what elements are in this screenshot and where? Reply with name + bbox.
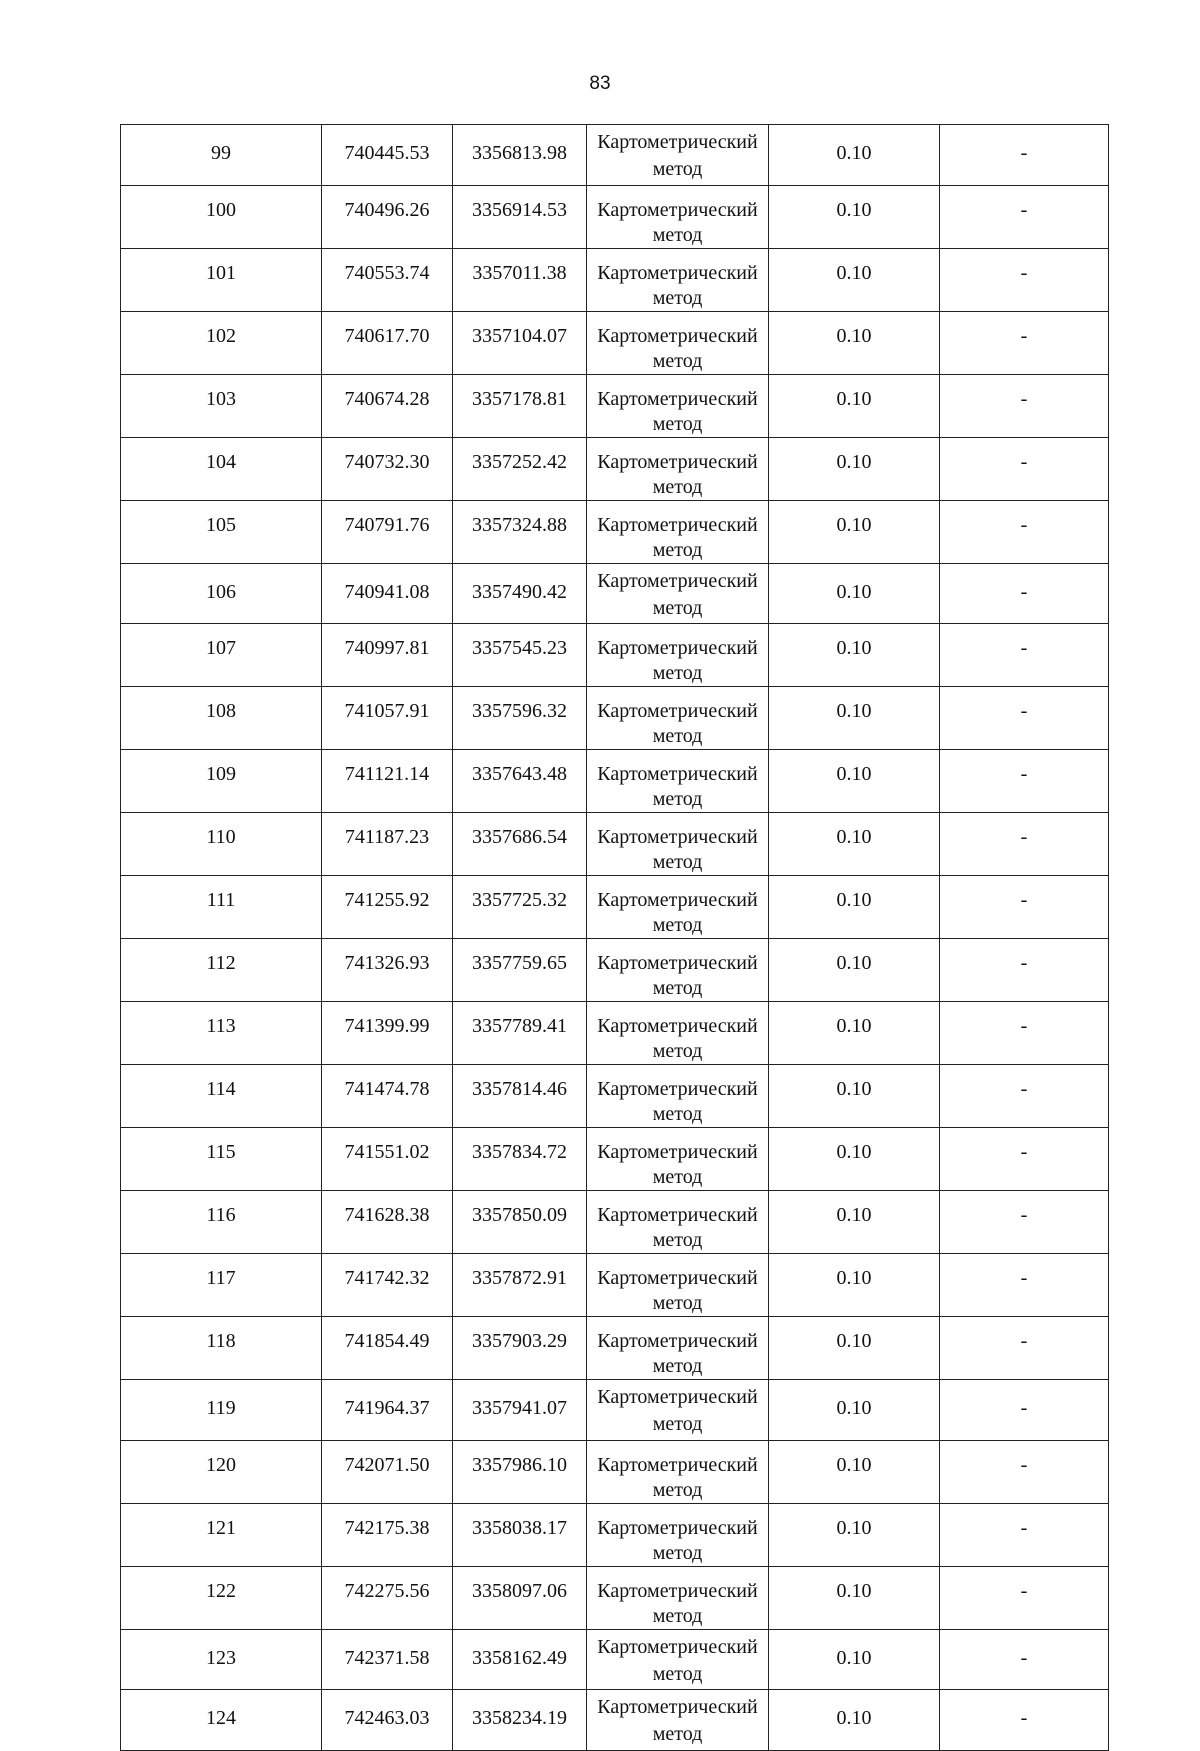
method-text: Картометрический [597,1141,758,1163]
method-cell [587,624,769,687]
accuracy-cell: 0.10 [769,311,940,374]
method-text: метод [652,725,703,747]
point-number-cell: 119 [121,1380,322,1441]
point-number-cell: 107 [121,624,322,687]
point-number-cell: 102 [121,311,322,374]
method-cell [587,563,769,624]
note-cell: - [940,1629,1109,1690]
accuracy-cell: 0.10 [769,1629,940,1690]
accuracy-cell: 0.10 [769,1317,940,1380]
method-text: метод [652,977,703,999]
note-cell: - [940,563,1109,624]
note-cell: - [940,1128,1109,1191]
method-text: метод [652,1229,703,1251]
method-cell [587,1128,769,1191]
method-text: Картометрический [597,826,758,848]
point-number-cell: 108 [121,687,322,750]
note-cell: - [940,248,1109,311]
method-text: метод [652,1478,703,1501]
note-cell: - [940,1254,1109,1317]
method-text: Картометрический [597,1204,758,1226]
accuracy-cell: 0.10 [769,248,940,311]
y-coordinate-cell: 3357986.10 [453,1440,587,1503]
note-cell: - [940,185,1109,248]
y-coordinate-cell: 3357178.81 [453,374,587,437]
method-text: Картометрический [597,569,758,592]
accuracy-cell: 0.10 [769,1566,940,1629]
y-coordinate-cell: 3357759.65 [453,939,587,1002]
y-coordinate-cell: 3358234.19 [453,1690,587,1751]
y-coordinate-cell: 3357834.72 [453,1128,587,1191]
method-cell [587,939,769,1002]
x-coordinate-cell: 741551.02 [322,1128,453,1191]
note-cell: - [940,1566,1109,1629]
method-text: Картометрический [597,700,758,722]
x-coordinate-cell: 741854.49 [322,1317,453,1380]
note-cell: - [940,437,1109,500]
x-coordinate-cell: 740997.81 [322,624,453,687]
table-row [121,248,1109,311]
y-coordinate-cell: 3357686.54 [453,813,587,876]
method-cell [587,185,769,248]
point-number-cell: 124 [121,1690,322,1751]
method-text: Картометрический [597,889,758,911]
x-coordinate-cell: 741742.32 [322,1254,453,1317]
y-coordinate-cell: 3357104.07 [453,311,587,374]
point-number-cell: 99 [121,125,322,186]
method-text: метод [652,223,703,246]
table-row [121,813,1109,876]
y-coordinate-cell: 3357903.29 [453,1317,587,1380]
coordinates-table-body [121,125,1109,1751]
x-coordinate-cell: 741326.93 [322,939,453,1002]
table-row [121,1254,1109,1317]
point-number-cell: 104 [121,437,322,500]
point-number-cell: 110 [121,813,322,876]
point-number-cell: 121 [121,1503,322,1566]
x-coordinate-cell: 741628.38 [322,1191,453,1254]
x-coordinate-cell: 742371.58 [322,1629,453,1690]
method-text: метод [652,538,703,561]
method-cell [587,1503,769,1566]
note-cell: - [940,125,1109,186]
y-coordinate-cell: 3358162.49 [453,1629,587,1690]
method-text: метод [652,1662,703,1685]
x-coordinate-cell: 740791.76 [322,500,453,563]
point-number-cell: 113 [121,1002,322,1065]
table-row [121,1503,1109,1566]
point-number-cell: 106 [121,563,322,624]
method-cell [587,876,769,939]
y-coordinate-cell: 3357011.38 [453,248,587,311]
accuracy-cell: 0.10 [769,624,940,687]
table-row [121,687,1109,750]
method-cell [587,1002,769,1065]
method-text: метод [652,1413,703,1435]
y-coordinate-cell: 3357252.42 [453,437,587,500]
note-cell: - [940,1503,1109,1566]
table-row [121,750,1109,813]
table-row [121,374,1109,437]
y-coordinate-cell: 3357643.48 [453,750,587,813]
accuracy-cell: 0.10 [769,1690,940,1751]
x-coordinate-cell: 741121.14 [322,750,453,813]
method-text: Картометрический [597,1579,758,1602]
method-text: метод [652,1166,703,1188]
method-text: Картометрический [597,1330,758,1352]
accuracy-cell: 0.10 [769,437,940,500]
y-coordinate-cell: 3357545.23 [453,624,587,687]
method-text: метод [652,1541,703,1564]
method-text: метод [652,1292,703,1314]
point-number-cell: 101 [121,248,322,311]
method-text: метод [652,475,703,498]
x-coordinate-cell: 740674.28 [322,374,453,437]
note-cell: - [940,939,1109,1002]
method-text: Картометрический [597,387,758,410]
accuracy-cell: 0.10 [769,563,940,624]
table-row [121,1128,1109,1191]
table-row [121,1317,1109,1380]
method-cell [587,1380,769,1441]
y-coordinate-cell: 3357814.46 [453,1065,587,1128]
table-row [121,563,1109,624]
note-cell: - [940,1317,1109,1380]
note-cell: - [940,876,1109,939]
x-coordinate-cell: 740496.26 [322,185,453,248]
table-row [121,1566,1109,1629]
x-coordinate-cell: 741964.37 [322,1380,453,1441]
accuracy-cell: 0.10 [769,500,940,563]
method-text: Картометрический [597,450,758,473]
accuracy-cell: 0.10 [769,185,940,248]
method-cell [587,1065,769,1128]
table-row [121,876,1109,939]
method-text: Картометрический [597,1078,758,1100]
note-cell: - [940,813,1109,876]
method-text: Картометрический [597,1015,758,1037]
note-cell: - [940,1002,1109,1065]
method-text: Картометрический [597,1386,758,1408]
x-coordinate-cell: 741057.91 [322,687,453,750]
accuracy-cell: 0.10 [769,1503,940,1566]
table-row [121,1191,1109,1254]
accuracy-cell: 0.10 [769,750,940,813]
point-number-cell: 120 [121,1440,322,1503]
method-text: метод [652,788,703,810]
method-cell [587,248,769,311]
x-coordinate-cell: 740941.08 [322,563,453,624]
accuracy-cell: 0.10 [769,1380,940,1441]
note-cell: - [940,1065,1109,1128]
accuracy-cell: 0.10 [769,374,940,437]
method-cell [587,1440,769,1503]
note-cell: - [940,1380,1109,1441]
method-text: метод [652,1604,703,1627]
accuracy-cell: 0.10 [769,1002,940,1065]
y-coordinate-cell: 3357789.41 [453,1002,587,1065]
x-coordinate-cell: 740732.30 [322,437,453,500]
note-cell: - [940,311,1109,374]
method-cell [587,437,769,500]
table-row [121,1380,1109,1441]
method-text: метод [652,412,703,435]
method-text: Картометрический [597,1635,758,1658]
method-text: Картометрический [597,1267,758,1289]
method-text: метод [652,1103,703,1125]
method-text: метод [652,662,703,684]
method-text: метод [652,1723,703,1745]
x-coordinate-cell: 742071.50 [322,1440,453,1503]
accuracy-cell: 0.10 [769,1440,940,1503]
method-text: Картометрический [597,1696,758,1718]
method-text: Картометрический [597,952,758,974]
page-number: 83 [589,73,611,94]
y-coordinate-cell: 3358038.17 [453,1503,587,1566]
method-text: Картометрический [597,513,758,536]
point-number-cell: 109 [121,750,322,813]
accuracy-cell: 0.10 [769,813,940,876]
point-number-cell: 114 [121,1065,322,1128]
method-text: метод [652,286,703,309]
table-row [121,311,1109,374]
method-text: Картометрический [597,1516,758,1539]
note-cell: - [940,750,1109,813]
method-text: метод [652,914,703,936]
accuracy-cell: 0.10 [769,1254,940,1317]
point-number-cell: 115 [121,1128,322,1191]
accuracy-cell: 0.10 [769,876,940,939]
accuracy-cell: 0.10 [769,687,940,750]
x-coordinate-cell: 741474.78 [322,1065,453,1128]
note-cell: - [940,1690,1109,1751]
x-coordinate-cell: 740553.74 [322,248,453,311]
method-cell [587,374,769,437]
accuracy-cell: 0.10 [769,1191,940,1254]
table-row [121,185,1109,248]
x-coordinate-cell: 742463.03 [322,1690,453,1751]
method-cell [587,1317,769,1380]
table-row [121,1440,1109,1503]
table-row [121,1002,1109,1065]
method-text: метод [652,1355,703,1377]
method-text: Картометрический [597,1453,758,1476]
point-number-cell: 122 [121,1566,322,1629]
method-cell [587,1690,769,1751]
note-cell: - [940,374,1109,437]
x-coordinate-cell: 741187.23 [322,813,453,876]
point-number-cell: 105 [121,500,322,563]
accuracy-cell: 0.10 [769,939,940,1002]
y-coordinate-cell: 3356813.98 [453,125,587,186]
method-cell [587,687,769,750]
note-cell: - [940,624,1109,687]
x-coordinate-cell: 742275.56 [322,1566,453,1629]
x-coordinate-cell: 740445.53 [322,125,453,186]
y-coordinate-cell: 3358097.06 [453,1566,587,1629]
point-number-cell: 118 [121,1317,322,1380]
method-text: Картометрический [597,261,758,284]
note-cell: - [940,1440,1109,1503]
point-number-cell: 117 [121,1254,322,1317]
method-text: метод [652,1040,703,1062]
y-coordinate-cell: 3357725.32 [453,876,587,939]
method-cell [587,500,769,563]
y-coordinate-cell: 3357324.88 [453,500,587,563]
accuracy-cell: 0.10 [769,1128,940,1191]
table-row [121,1065,1109,1128]
note-cell: - [940,687,1109,750]
method-cell [587,1191,769,1254]
point-number-cell: 123 [121,1629,322,1690]
coordinates-table [120,124,1109,1751]
method-text: Картометрический [597,763,758,785]
table-row [121,939,1109,1002]
method-text: метод [652,596,703,619]
method-text: Картометрический [597,324,758,347]
table-row [121,1629,1109,1690]
method-cell [587,1566,769,1629]
note-cell: - [940,500,1109,563]
y-coordinate-cell: 3357941.07 [453,1380,587,1441]
method-text: метод [652,349,703,372]
method-cell [587,750,769,813]
table-row [121,1690,1109,1751]
method-text: метод [652,851,703,873]
x-coordinate-cell: 741255.92 [322,876,453,939]
x-coordinate-cell: 741399.99 [322,1002,453,1065]
table-row [121,500,1109,563]
table-row [121,437,1109,500]
method-text: Картометрический [597,198,758,221]
point-number-cell: 116 [121,1191,322,1254]
y-coordinate-cell: 3357850.09 [453,1191,587,1254]
method-text: Картометрический [597,131,758,153]
x-coordinate-cell: 742175.38 [322,1503,453,1566]
method-text: метод [652,158,703,180]
accuracy-cell: 0.10 [769,1065,940,1128]
y-coordinate-cell: 3356914.53 [453,185,587,248]
note-cell: - [940,1191,1109,1254]
method-cell [587,1254,769,1317]
method-text: Картометрический [597,637,758,659]
method-cell [587,1629,769,1690]
y-coordinate-cell: 3357596.32 [453,687,587,750]
method-cell [587,125,769,186]
y-coordinate-cell: 3357490.42 [453,563,587,624]
point-number-cell: 103 [121,374,322,437]
y-coordinate-cell: 3357872.91 [453,1254,587,1317]
method-cell [587,813,769,876]
method-cell [587,311,769,374]
point-number-cell: 100 [121,185,322,248]
x-coordinate-cell: 740617.70 [322,311,453,374]
table-row [121,125,1109,186]
table-row [121,624,1109,687]
point-number-cell: 111 [121,876,322,939]
accuracy-cell: 0.10 [769,125,940,186]
point-number-cell: 112 [121,939,322,1002]
